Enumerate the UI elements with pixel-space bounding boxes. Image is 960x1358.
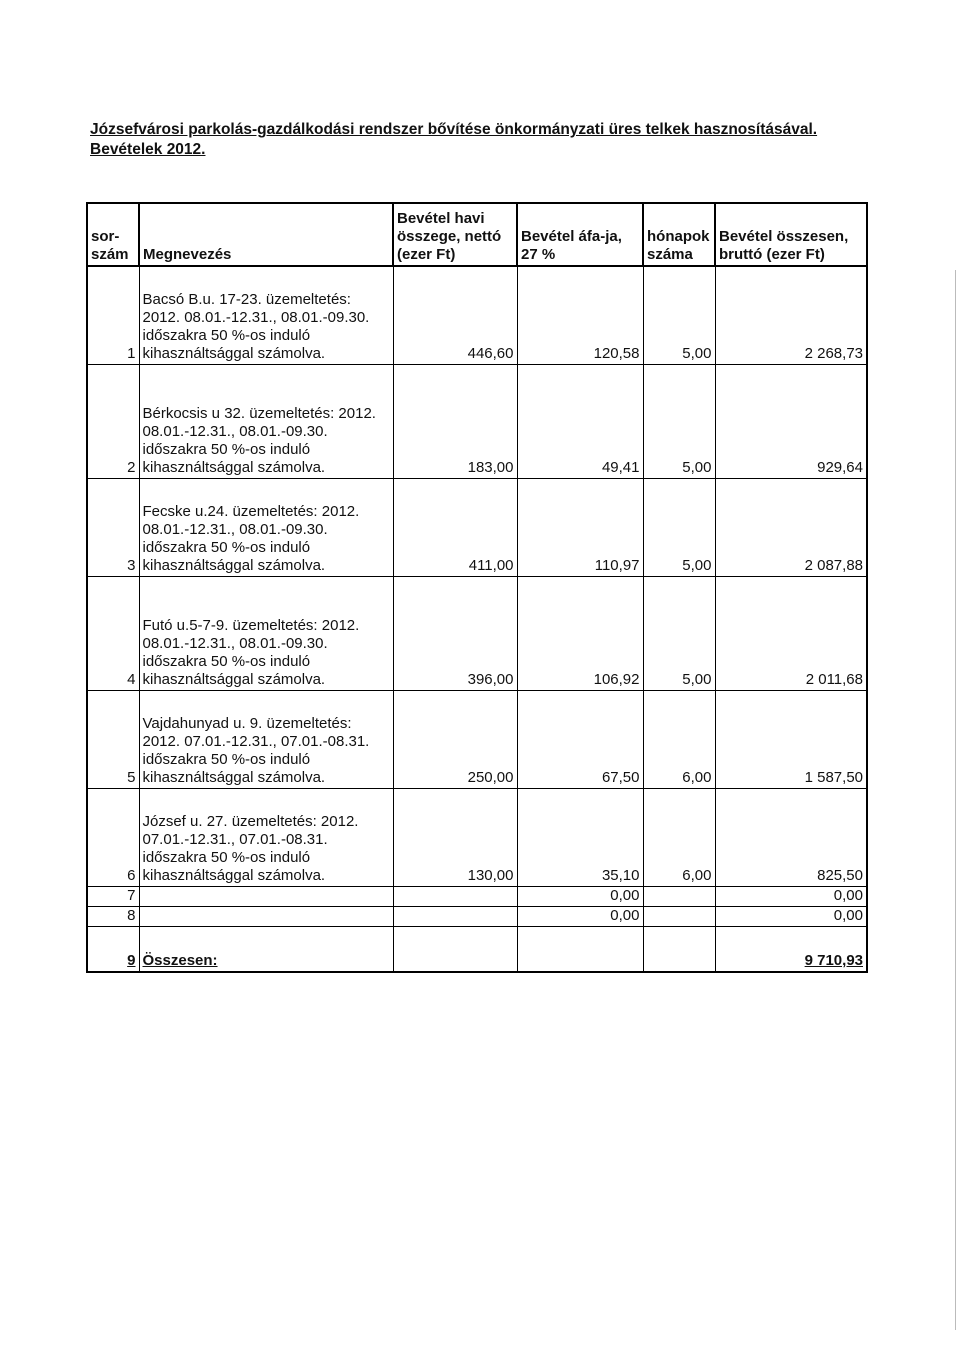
row-afa: 106,92 (517, 577, 643, 691)
row-index: 1 (87, 266, 139, 365)
row-index: 5 (87, 691, 139, 789)
header-sorszam: sor- szám (87, 203, 139, 266)
table-row (87, 887, 867, 907)
spacer-row (87, 927, 867, 953)
row-description: Bacsó B.u. 17-23. üzemeltetés: 2012. 08.01.-12.31., 08.01.-09.30. időszakra 50 %-os induló kihasználtsággal számolva. (139, 266, 393, 365)
header-osszesen-brutto: Bevétel összesen, bruttó (ezer Ft) (715, 203, 867, 266)
table-row (87, 479, 867, 577)
row-description (139, 887, 393, 907)
row-osszesen: 1 587,50 (715, 691, 867, 789)
row-afa: 67,50 (517, 691, 643, 789)
row-honapok: 5,00 (643, 365, 715, 479)
row-honapok: 5,00 (643, 266, 715, 365)
row-osszesen: 929,64 (715, 365, 867, 479)
table-row (87, 266, 867, 365)
row-description: Fecske u.24. üzemeltetés: 2012. 08.01.-12.31., 08.01.-09.30. időszakra 50 %-os induló kihasználtsággal számolva. (139, 479, 393, 577)
row-afa: 0,00 (517, 887, 643, 907)
row-havi-netto (393, 907, 517, 927)
row-afa: 35,10 (517, 789, 643, 887)
row-honapok: 5,00 (643, 479, 715, 577)
total-value: 9 710,93 (715, 952, 867, 972)
row-havi-netto (393, 887, 517, 907)
row-description: Vajdahunyad u. 9. üzemeltetés: 2012. 07.01.-12.31., 07.01.-08.31. időszakra 50 %-os induló kihasználtsággal számolva. (139, 691, 393, 789)
row-description: Bérkocsis u 32. üzemeltetés: 2012. 08.01.-12.31., 08.01.-09.30. időszakra 50 %-os induló kihasználtsággal számolva. (139, 365, 393, 479)
row-osszesen: 2 268,73 (715, 266, 867, 365)
document-title (90, 120, 890, 160)
row-index: 3 (87, 479, 139, 577)
row-honapok: 6,00 (643, 691, 715, 789)
row-description: József u. 27. üzemeltetés: 2012. 07.01.-12.31., 07.01.-08.31. időszakra 50 %-os induló kihasználtsággal számolva. (139, 789, 393, 887)
table-row (87, 365, 867, 479)
row-havi-netto: 446,60 (393, 266, 517, 365)
row-afa: 110,97 (517, 479, 643, 577)
row-havi-netto: 130,00 (393, 789, 517, 887)
row-osszesen: 2 087,88 (715, 479, 867, 577)
row-osszesen: 825,50 (715, 789, 867, 887)
row-index: 8 (87, 907, 139, 927)
title-line-2: Bevételek 2012. (90, 141, 206, 158)
row-afa: 0,00 (517, 907, 643, 927)
row-osszesen: 2 011,68 (715, 577, 867, 691)
header-havi-netto: Bevétel havi összege, nettó (ezer Ft) (393, 203, 517, 266)
row-honapok: 6,00 (643, 789, 715, 887)
table-row (87, 577, 867, 691)
row-osszesen: 0,00 (715, 907, 867, 927)
row-havi-netto: 396,00 (393, 577, 517, 691)
row-havi-netto: 250,00 (393, 691, 517, 789)
header-afa: Bevétel áfa-ja, 27 % (517, 203, 643, 266)
revenue-table (86, 202, 868, 973)
row-description: Futó u.5-7-9. üzemeltetés: 2012. 08.01.-12.31., 08.01.-09.30. időszakra 50 %-os induló kihasználtsággal számolva. (139, 577, 393, 691)
row-honapok (643, 907, 715, 927)
header-row (87, 203, 867, 266)
row-index: 6 (87, 789, 139, 887)
row-afa: 120,58 (517, 266, 643, 365)
total-label: Összesen: (139, 952, 393, 972)
table-row (87, 789, 867, 887)
total-row (87, 952, 867, 972)
row-honapok (643, 887, 715, 907)
header-honapok: hónapok száma (643, 203, 715, 266)
row-havi-netto: 183,00 (393, 365, 517, 479)
row-index: 2 (87, 365, 139, 479)
row-index: 4 (87, 577, 139, 691)
title-line-1: Józsefvárosi parkolás-gazdálkodási rendszer bővítése önkormányzati üres telkek hasznosításával. (90, 121, 818, 138)
row-afa: 49,41 (517, 365, 643, 479)
total-index: 9 (87, 952, 139, 972)
row-index: 7 (87, 887, 139, 907)
row-osszesen: 0,00 (715, 887, 867, 907)
scan-edge-line (955, 270, 956, 1330)
table-row (87, 907, 867, 927)
header-megnevezes: Megnevezés (139, 203, 393, 266)
row-honapok: 5,00 (643, 577, 715, 691)
row-havi-netto: 411,00 (393, 479, 517, 577)
row-description (139, 907, 393, 927)
table-row (87, 691, 867, 789)
